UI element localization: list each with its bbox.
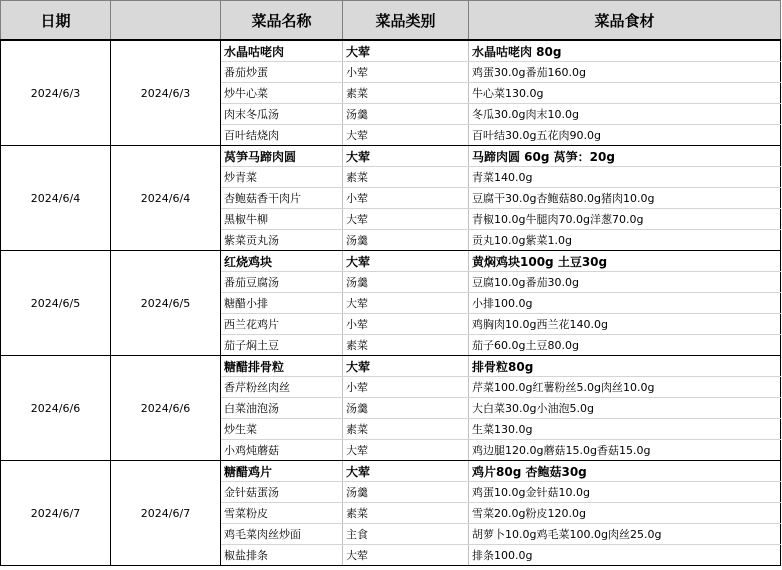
dish-category-cell[interactable]: 汤羹 [343, 104, 469, 125]
dish-name-cell[interactable]: 红烧鸡块 [221, 251, 343, 272]
header-row [1, 1, 781, 41]
dish-category-cell[interactable]: 素菜 [343, 503, 469, 524]
ingredients-cell[interactable]: 黄焖鸡块100g 土豆30g [469, 251, 781, 272]
ingredients-cell[interactable]: 鸡边腿120.0g蘑菇15.0g香菇15.0g [469, 440, 781, 461]
date-cell[interactable]: 2024/6/7 [1, 461, 111, 566]
dish-category-cell[interactable]: 素菜 [343, 419, 469, 440]
dish-name-cell[interactable]: 百叶结烧肉 [221, 125, 343, 146]
ingredients-cell[interactable]: 排骨粒80g [469, 356, 781, 377]
dish-name-cell[interactable]: 番茄炒蛋 [221, 62, 343, 83]
dish-name-cell[interactable]: 鸡毛菜肉丝炒面 [221, 524, 343, 545]
date-cell[interactable]: 2024/6/5 [1, 251, 111, 356]
dish-category-cell[interactable]: 汤羹 [343, 272, 469, 293]
dish-category-cell[interactable]: 小荤 [343, 62, 469, 83]
dish-name-cell[interactable]: 西兰花鸡片 [221, 314, 343, 335]
table-row [1, 251, 781, 272]
ingredients-cell[interactable]: 雪菜20.0g粉皮120.0g [469, 503, 781, 524]
dish-category-cell[interactable]: 素菜 [343, 167, 469, 188]
ingredients-cell[interactable]: 青菜140.0g [469, 167, 781, 188]
dish-category-cell[interactable]: 大荤 [343, 146, 469, 167]
dish-name-cell[interactable]: 黑椒牛柳 [221, 209, 343, 230]
date-cell-secondary[interactable]: 2024/6/5 [111, 251, 221, 356]
menu-body [1, 40, 781, 566]
dish-category-cell[interactable]: 大荤 [343, 293, 469, 314]
ingredients-cell[interactable]: 芹菜100.0g红薯粉丝5.0g肉丝10.0g [469, 377, 781, 398]
header-dish-name[interactable]: 菜品名称 [221, 1, 343, 41]
date-cell-secondary[interactable]: 2024/6/7 [111, 461, 221, 566]
ingredients-cell[interactable]: 百叶结30.0g五花肉90.0g [469, 125, 781, 146]
dish-name-cell[interactable]: 炒生菜 [221, 419, 343, 440]
dish-name-cell[interactable]: 番茄豆腐汤 [221, 272, 343, 293]
header-date[interactable]: 日期 [1, 1, 111, 41]
dish-category-cell[interactable]: 大荤 [343, 251, 469, 272]
dish-name-cell[interactable]: 水晶咕咾肉 [221, 40, 343, 62]
dish-category-cell[interactable]: 汤羹 [343, 398, 469, 419]
table-row [1, 461, 781, 482]
date-cell-secondary[interactable]: 2024/6/6 [111, 356, 221, 461]
ingredients-cell[interactable]: 大白菜30.0g小油泡5.0g [469, 398, 781, 419]
dish-name-cell[interactable]: 金针菇蛋汤 [221, 482, 343, 503]
ingredients-cell[interactable]: 牛心菜130.0g [469, 83, 781, 104]
ingredients-cell[interactable]: 贡丸10.0g紫菜1.0g [469, 230, 781, 251]
dish-name-cell[interactable]: 糖醋鸡片 [221, 461, 343, 482]
dish-category-cell[interactable]: 大荤 [343, 545, 469, 566]
ingredients-cell[interactable]: 茄子60.0g土豆80.0g [469, 335, 781, 356]
dish-category-cell[interactable]: 素菜 [343, 335, 469, 356]
date-cell-secondary[interactable]: 2024/6/3 [111, 40, 221, 146]
ingredients-cell[interactable]: 鸡蛋30.0g番茄160.0g [469, 62, 781, 83]
dish-name-cell[interactable]: 炒青菜 [221, 167, 343, 188]
dish-name-cell[interactable]: 莴笋马蹄肉圆 [221, 146, 343, 167]
dish-category-cell[interactable]: 大荤 [343, 125, 469, 146]
dish-name-cell[interactable]: 炒牛心菜 [221, 83, 343, 104]
date-cell[interactable]: 2024/6/6 [1, 356, 111, 461]
ingredients-cell[interactable]: 水晶咕咾肉 80g [469, 40, 781, 62]
dish-category-cell[interactable]: 小荤 [343, 314, 469, 335]
dish-category-cell[interactable]: 主食 [343, 524, 469, 545]
dish-category-cell[interactable]: 大荤 [343, 461, 469, 482]
header-ingredients[interactable]: 菜品食材 [469, 1, 781, 41]
ingredients-cell[interactable]: 马蹄肉圆 60g 莴笋：20g [469, 146, 781, 167]
dish-name-cell[interactable]: 糖醋排骨粒 [221, 356, 343, 377]
dish-category-cell[interactable]: 小荤 [343, 188, 469, 209]
date-cell[interactable]: 2024/6/3 [1, 40, 111, 146]
dish-category-cell[interactable]: 大荤 [343, 440, 469, 461]
ingredients-cell[interactable]: 排条100.0g [469, 545, 781, 566]
ingredients-cell[interactable]: 豆腐干30.0g杏鲍菇80.0g猪肉10.0g [469, 188, 781, 209]
ingredients-cell[interactable]: 生菜130.0g [469, 419, 781, 440]
ingredients-cell[interactable]: 青椒10.0g牛腿肉70.0g洋葱70.0g [469, 209, 781, 230]
dish-category-cell[interactable]: 小荤 [343, 377, 469, 398]
dish-name-cell[interactable]: 茄子焖土豆 [221, 335, 343, 356]
dish-name-cell[interactable]: 杏鲍菇香干肉片 [221, 188, 343, 209]
dish-name-cell[interactable]: 紫菜贡丸汤 [221, 230, 343, 251]
table-row [1, 356, 781, 377]
dish-category-cell[interactable]: 大荤 [343, 356, 469, 377]
dish-name-cell[interactable]: 椒盐排条 [221, 545, 343, 566]
ingredients-cell[interactable]: 鸡片80g 杏鲍菇30g [469, 461, 781, 482]
date-cell-secondary[interactable]: 2024/6/4 [111, 146, 221, 251]
dish-category-cell[interactable]: 素菜 [343, 83, 469, 104]
header-blank[interactable] [111, 1, 221, 41]
ingredients-cell[interactable]: 豆腐10.0g番茄30.0g [469, 272, 781, 293]
dish-category-cell[interactable]: 汤羹 [343, 230, 469, 251]
dish-name-cell[interactable]: 小鸡炖蘑菇 [221, 440, 343, 461]
dish-name-cell[interactable]: 雪菜粉皮 [221, 503, 343, 524]
header-dish-category[interactable]: 菜品类别 [343, 1, 469, 41]
ingredients-cell[interactable]: 冬瓜30.0g肉末10.0g [469, 104, 781, 125]
ingredients-cell[interactable]: 鸡胸肉10.0g西兰花140.0g [469, 314, 781, 335]
dish-name-cell[interactable]: 白菜油泡汤 [221, 398, 343, 419]
dish-name-cell[interactable]: 糖醋小排 [221, 293, 343, 314]
table-row [1, 40, 781, 62]
date-cell[interactable]: 2024/6/4 [1, 146, 111, 251]
dish-category-cell[interactable]: 汤羹 [343, 482, 469, 503]
dish-category-cell[interactable]: 大荤 [343, 40, 469, 62]
ingredients-cell[interactable]: 鸡蛋10.0g金针菇10.0g [469, 482, 781, 503]
ingredients-cell[interactable]: 小排100.0g [469, 293, 781, 314]
dish-name-cell[interactable]: 肉末冬瓜汤 [221, 104, 343, 125]
dish-category-cell[interactable]: 大荤 [343, 209, 469, 230]
dish-name-cell[interactable]: 香芹粉丝肉丝 [221, 377, 343, 398]
ingredients-cell[interactable]: 胡萝卜10.0g鸡毛菜100.0g肉丝25.0g [469, 524, 781, 545]
table-row [1, 146, 781, 167]
